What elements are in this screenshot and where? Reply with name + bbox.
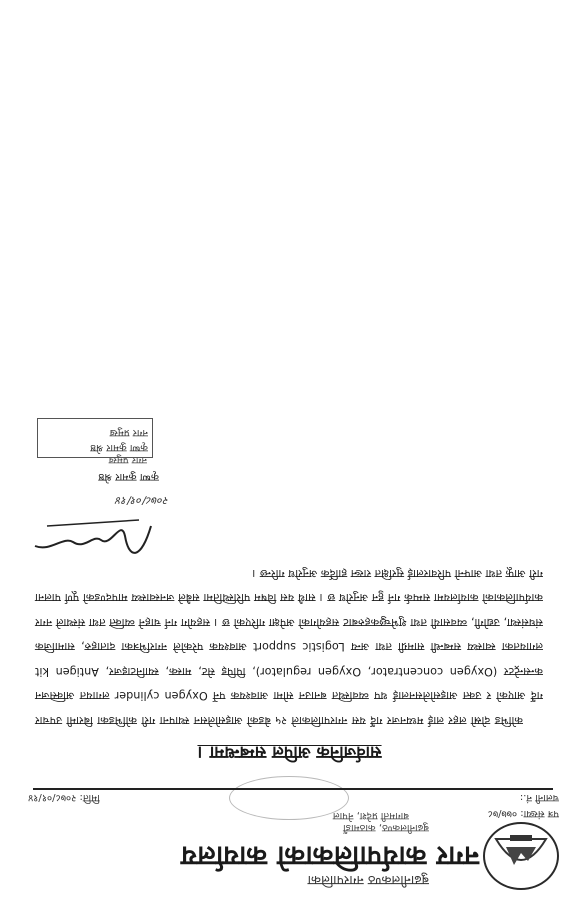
- address-line-1: बुढानीलकण्ठ, काठमाडौं: [343, 822, 429, 833]
- office-stamp: [229, 776, 349, 820]
- signatory-name: कृष्ण कुमार श्रेष्ठ: [98, 471, 159, 483]
- notice-body: [35, 561, 543, 733]
- emblem-icon: [490, 829, 552, 883]
- address-line-2: बागमती प्रदेश, नेपाल: [332, 810, 409, 821]
- signature-date: २०७८/०१/१४: [115, 494, 169, 507]
- nepal-emblem-logo: [483, 822, 559, 890]
- notice-paragraph: कोभिड दोस्रो लहर लाई मध्यनजर गर्दै यस नगरपालिकाले २५ बेडको आइसोलेसन स्थापना गरी कोभिडका बिरामी उपचार गर्दै आएको र उक्त आइसोलेसनलाई थप व्यवस्थित बनाउन सोमा आवश्यक पर्ने Oxygen cylinder लगायत अक्सिजन कन्सन्ट्रेटर (Oxygen concentrator, Oxygen regulator), पिपिइ सेट, मास्क, स्यानिटाइजर, Antigen kit लगायतका स्वास्थ्य सम्बन्धी सामग्री तथा अन्य Logistic support आवश्यक परेकोले नगरभित्रका दाताहरु, सामाजिक संघसंस्था, उद्योगी, व्यवसायी तथा शुभेच्छुकहरुबाट सहयोगको अपेक्षा गरिएको छ । सहयोग गर्न चाहने व्यक्ति तथा संस्थाले नगर कार्यपालिकाको कार्यालयमा सम्पर्क गर्न हुन अनुरोध छ । साथै यस विषम परिस्थितिमा सबैले जनस्वास्थ्य मापदण्डको पूर्ण पालना गरी आफू तथा आफ्नो परिवारलाई सुरक्षित राख्न हार्दिक अनुरोध गरिन्छ ।: [35, 567, 543, 727]
- reference-number: पत्र संख्या: ०७७/७८: [487, 808, 559, 819]
- municipality-name: बुढानीलकण्ठ नगरपालिका: [307, 872, 429, 887]
- dispatch-number: चलानी नं.:: [519, 792, 559, 803]
- signatory-stamp: [37, 418, 153, 458]
- stamp-line-title: नगर प्रमुख: [109, 427, 148, 438]
- signatory-designation: नगर प्रमुख: [108, 454, 147, 465]
- stamp-line-name: कृष्ण कुमार श्रेष्ठ: [90, 442, 148, 453]
- letter-date: मिति: २०७८/०१/१४: [28, 792, 100, 803]
- office-title: नगर कार्यपालिकाको कार्यालय: [180, 840, 479, 871]
- header-divider: [33, 788, 553, 790]
- handwritten-signature: [29, 510, 159, 570]
- notice-title: सार्वजनिक अपिल सम्बन्धमा ।: [197, 742, 382, 762]
